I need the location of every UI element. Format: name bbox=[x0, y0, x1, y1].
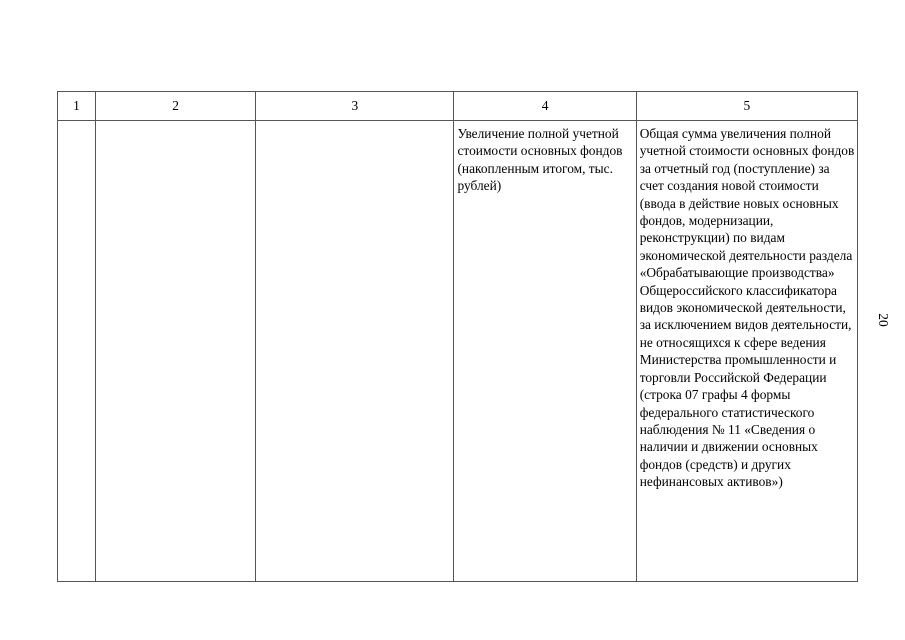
indicator-name-text: Увеличение полной учетной стоимости основных фондов (накопленным итогом, тыс. рублей) bbox=[457, 126, 623, 194]
body-cell-1 bbox=[58, 121, 96, 582]
header-cell-2: 2 bbox=[96, 92, 256, 121]
header-cell-5: 5 bbox=[636, 92, 857, 121]
body-cell-3-text bbox=[256, 121, 453, 125]
table-header-row bbox=[58, 92, 858, 121]
indicator-name-cell bbox=[454, 121, 636, 582]
indicator-table bbox=[57, 91, 858, 582]
indicator-method-cell bbox=[636, 121, 857, 582]
indicator-method-text: Общая сумма увеличения полной учетной стоимости основных фондов за отчетный год (поступление) за счет создания новой стоимости (ввода в действие новых основных фондов, модернизации, реконструкции) по видам экономической деятельности раздела «Обрабатывающие производства» Общероссийского классификатора видов экономической деятельности, за исключением видов деятельности, не относящихся к сфере ведения Министерства промышленности и торговли Российской Федерации (строка 07 графы 4 формы федерального статистического наблюдения № 11 «Сведения о наличии и движении основных фондов (средств) и других нефинансовых активов») bbox=[639, 126, 855, 490]
header-cell-1: 1 bbox=[58, 92, 96, 121]
body-cell-2-text bbox=[96, 121, 255, 125]
table-row bbox=[58, 121, 858, 582]
body-cell-2 bbox=[96, 121, 256, 582]
page-number: 20 bbox=[876, 313, 891, 327]
header-cell-4: 4 bbox=[454, 92, 636, 121]
header-cell-3: 3 bbox=[256, 92, 454, 121]
body-cell-1-text bbox=[58, 121, 95, 125]
body-cell-3 bbox=[256, 121, 454, 582]
